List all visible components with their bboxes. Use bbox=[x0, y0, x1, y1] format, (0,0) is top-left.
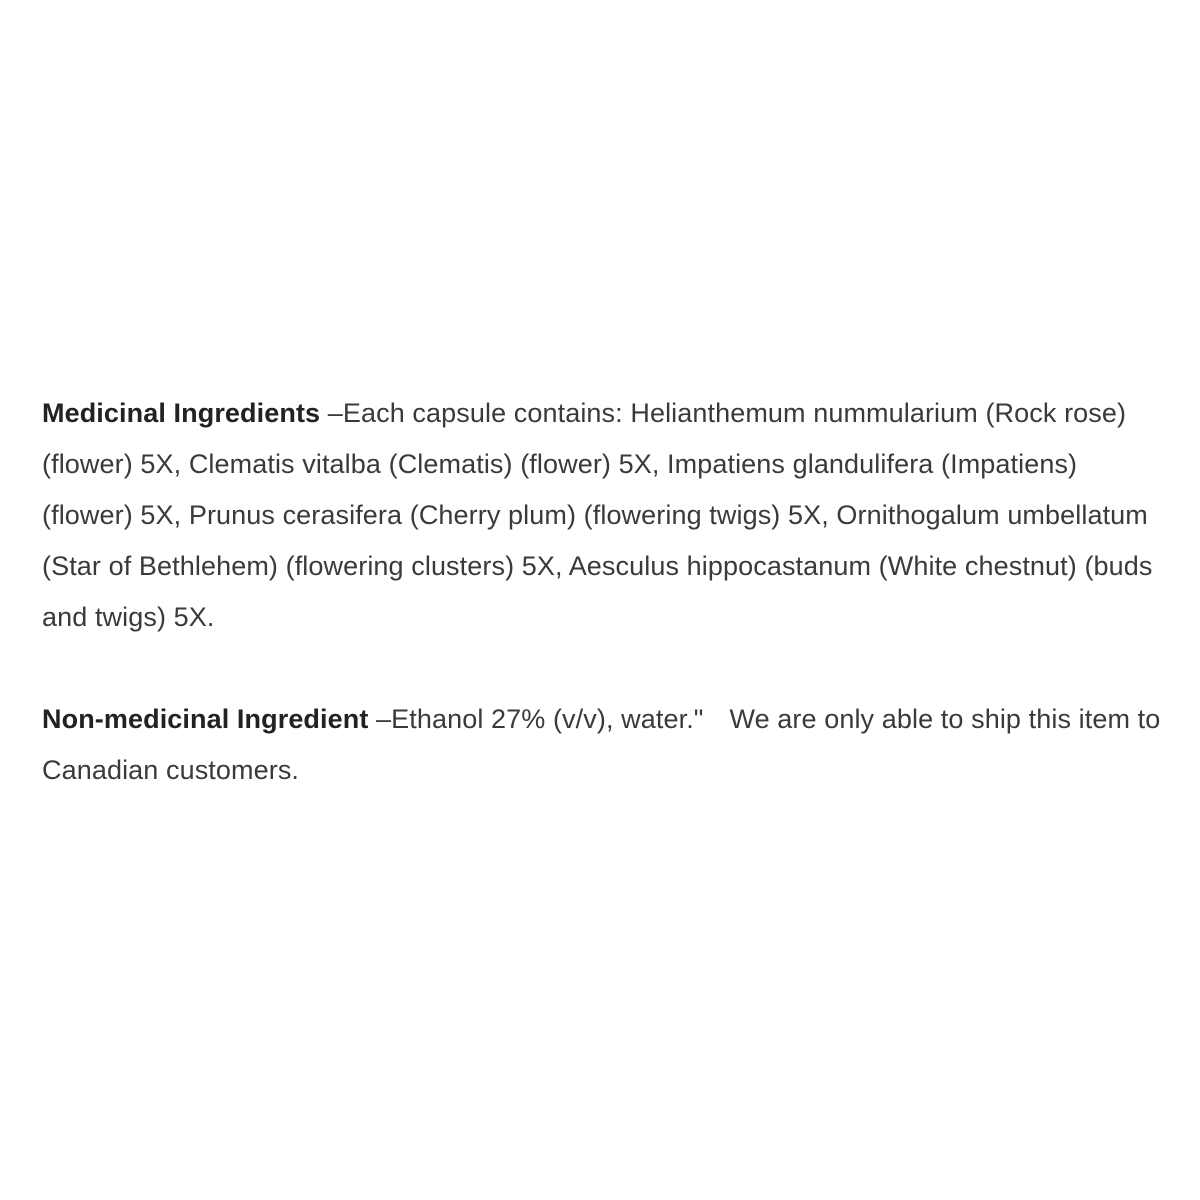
non-medicinal-ingredient-paragraph bbox=[42, 694, 1162, 796]
shipping-note: We are only able to ship this item to Canadian customers. bbox=[42, 704, 1161, 785]
medicinal-ingredients-text: –Each capsule contains: Helianthemum nummularium (Rock rose) (flower) 5X, Clematis vitalba (Clematis) (flower) 5X, Impatiens glandulifera (Impatiens) (flower) 5X, Prunus cerasifera (Cherry plum) (flowering twigs) 5X, Ornithogalum umbellatum (Star of Bethlehem) (flowering clusters) 5X, Aesculus hippocastanum (White chestnut) (buds and twigs) 5X. bbox=[42, 398, 1153, 632]
medicinal-ingredients-label: Medicinal Ingredients bbox=[42, 398, 321, 428]
medicinal-ingredients-paragraph bbox=[42, 388, 1162, 643]
non-medicinal-ingredient-label: Non-medicinal Ingredient bbox=[42, 704, 369, 734]
product-ingredients bbox=[42, 388, 1162, 847]
non-medicinal-ingredient-text: –Ethanol 27% (v/v), water." bbox=[368, 704, 704, 734]
